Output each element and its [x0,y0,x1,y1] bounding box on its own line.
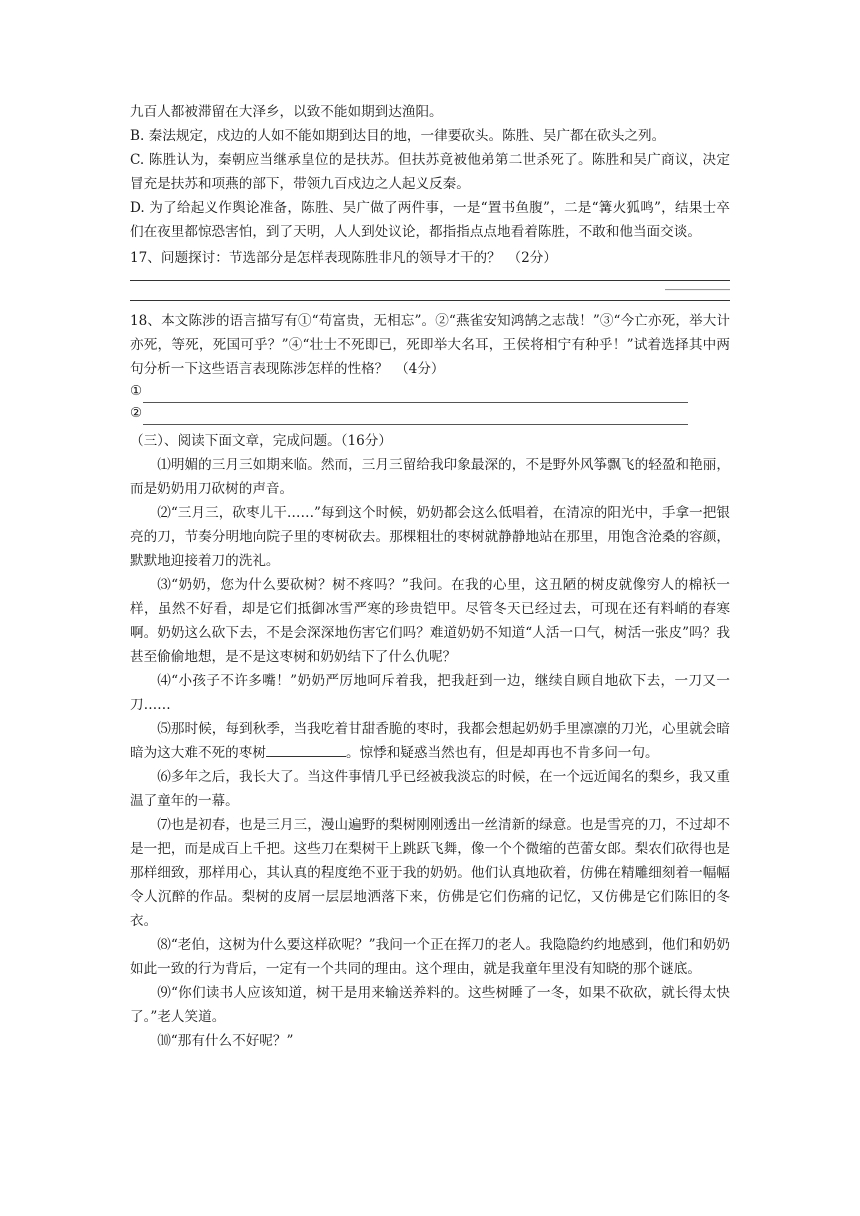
answer-line-17-b[interactable] [130,300,730,301]
question-17: 17、问题探讨：节选部分是怎样表现陈胜非凡的领导才干的？ （2分） [130,250,557,266]
option-d: D. 为了给起义作舆论准备，陈胜、吴广做了两件事，一是“置书鱼腹”，二是“篝火狐鸣”，结果士卒们在夜里都惊恐害怕，到了天明，人人到处议论，都指指点点地看着陈胜，不敢和他当面交谈。 [130,200,730,240]
paragraph-5-after: 。惊悸和疑惑当然也有，但是却再也不肯多问一句。 [345,745,659,761]
option-c: C. 陈胜认为，秦朝应当继承皇位的是扶苏。但扶苏竟被他弟第二世杀死了。陈胜和吴广商议，决定冒充是扶苏和项燕的部下，带领九百戍边之人起义反秦。 [130,152,730,192]
fill-blank[interactable] [266,742,346,757]
reading-paragraph-5 [130,717,730,765]
question-18: 18、本文陈涉的语言描写有①“苟富贵，无相忘”。②“燕雀安知鸿鹄之志哉！”③“今亡亦死，举大计亦死，等死，死国可乎？”④“壮士不死即已，死即举大名耳，王侯将相宁有种乎！”试着选择其中两句分析一下这些语言表现陈涉怎样的性格？ （4分） [130,313,730,377]
option-b: B. 秦法规定，戍边的人如不能如期到达目的地，一律要砍头。陈胜、吴广都在砍头之列。 [130,128,666,144]
reading-paragraph-7: ⑺也是初春，也是三月三，漫山遍野的梨树刚刚透出一丝清新的绿意。也是雪亮的刀，不过却不是一把，而是成百上千把。这些刀在梨树干上跳跃飞舞，像一个个微缩的芭蕾女郎。梨农们砍得也是那样细致，那样用心，其认真的程度绝不亚于我的奶奶。他们认真地砍着，仿佛在精雕细刻着一幅幅令人沉醉的作品。梨树的皮屑一层层地洒落下来，仿佛是它们伤痛的记忆，又仿佛是它们陈旧的冬衣。 [130,817,730,929]
reading-paragraph-2: ⑵“三月三，砍枣儿干……”每到这个时候，奶奶都会这么低唱着，在清凉的阳光中，手拿一把银亮的刀，节奏分明地向院子里的枣树砍去。那棵粗壮的枣树就静静地站在那里，用饱含沧桑的容颜，默默地迎接着刀的洗礼。 [130,505,730,569]
document-page [130,100,730,1053]
answer-number-1: ① [130,383,143,399]
reading-paragraph-10: ⑽“那有什么不好呢？” [157,1033,294,1049]
paragraph-5-before: ⑸那时候，每到秋季，当我吃着甘甜香脆的枣时，我都会想起奶奶手里凛凛的刀光，心里就会暗暗为这大难不死的枣树 [130,721,730,761]
reading-paragraph-4: ⑷“小孩子不许多嘴！”奶奶严厉地呵斥着我，把我赶到一边，继续自顾自地砍下去，一刀又一刀…… [130,673,730,713]
answer-number-2: ② [130,405,143,421]
answer-line-17-tail: __________ [665,276,730,291]
answer-line-18-1[interactable] [143,386,688,403]
answer-line-18-2[interactable] [143,408,688,425]
paragraph-continuation: 九百人都被滞留在大泽乡，以致不能如期到达渔阳。 [130,104,443,120]
reading-paragraph-9: ⑼“你们读书人应该知道，树干是用来输送养料的。这些树睡了一冬，如果不砍砍，就长得太快了。”老人笑道。 [130,985,730,1025]
answer-row-1[interactable] [130,381,730,403]
section-heading: （三）、阅读下面文章，完成问题。（16分） [130,433,392,449]
answer-row-2[interactable] [130,403,730,425]
reading-paragraph-6: ⑹多年之后，我长大了。当这件事情几乎已经被我淡忘的时候，在一个远近闻名的梨乡，我又重温了童年的一幕。 [130,769,730,809]
reading-paragraph-8: ⑻“老伯，这树为什么要这样砍呢？”我问一个正在挥刀的老人。我隐隐约约地感到，他们和奶奶如此一致的行为背后，一定有一个共同的理由。这个理由，就是我童年里没有知晓的那个谜底。 [130,937,730,977]
reading-paragraph-3: ⑶“奶奶，您为什么要砍树？树不疼吗？”我问。在我的心里，这丑陋的树皮就像穷人的棉袄一样，虽然不好看，却是它们抵御冰雪严寒的珍贵铠甲。尽管冬天已经过去，可现在还有料峭的春寒啊。奶奶这么砍下去，不是会深深地伤害它们吗？难道奶奶不知道“人活一口气，树活一张皮”吗？我甚至偷偷地想，是不是这枣树和奶奶结下了什么仇呢？ [130,577,730,665]
reading-paragraph-1: ⑴明媚的三月三如期来临。然而，三月三留给我印象最深的，不是野外风筝飘飞的轻盈和艳丽，而是奶奶用刀砍树的声音。 [130,457,730,497]
